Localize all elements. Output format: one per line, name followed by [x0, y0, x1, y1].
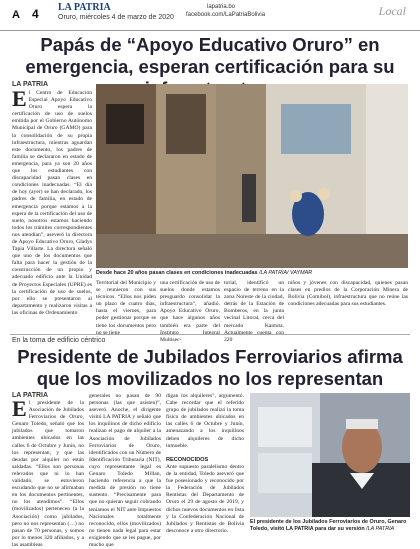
- issue-date: Oruro, miércoles 4 de marzo de 2020: [58, 14, 174, 21]
- article-separator: [10, 334, 410, 335]
- facebook-link[interactable]: facebook.com/LaPatriaBolivia: [186, 12, 266, 18]
- article2-dropcap: E: [12, 396, 27, 421]
- article1-dropcap: E: [12, 86, 27, 111]
- article2-column-1: El presidente de la Asociación de Jubilados Ferroviarios de Oruro, Genaro Toledo, señaló que los jubilados que tomaron ambientes ubicados en las calles 6 de Octubre y Junín, no los representan, y que las deudas por alquiler no están saldadas. “Ellos son personas relevados que ni lo han validado, se estuvieron escudando que no se afirmaban en los documentos pertinentes, no los atendimos”. “Ellos (movilizados) pertenecen (a la Asociación) como jubilados, pero no nos representan (…) no pasan de 70 personas, y somos por lo menos 320 afiliados, y a las asambleas: [12, 396, 84, 548]
- article2-byline: LA PATRIA: [12, 392, 49, 399]
- newspaper-brand: LA PATRIA: [58, 2, 111, 13]
- section-label: Local: [378, 4, 406, 18]
- article1-photo-caption: Desde hace 20 años pasan clases en condiciones inadecuadas /LA PATRIA/ VAYMAR: [96, 270, 313, 276]
- portrait-photo: [250, 393, 410, 517]
- article1-column-3: una certificación de uso de suelos donde estamos presguardo consolidar la infraestructura”, añadió. Apoyo Educativo Oruro, que hace algunos años también era parte del Instituto Integral Multisec-: [160, 280, 220, 343]
- article2-kicker: En la toma de edificio céntrico: [12, 337, 106, 344]
- article1-column-1: El Centro de Educación Especial Apoyo Educativo Oruro espera la certificación de uso de suelos emitida por el Gobierno Autónomo Municipal de Oruro (GAMO) para la consolidación de su propia infraestructura, mientras aguardan este documento, los padres de familia se declararon en estado de emergencia, para ya son 20 años que los estudiantes con discapacidad pasan clases en condiciones inadecuadas. “El día de hoy (ayer) se han declarado, los padres de familia, en estado de emergencia porque estamos a la espera de la certificación del uso de suelo, nosotros estamos haciendo todos los trámites correspondientes nos atendían”, aseveró la directora de Apoyo Educativo Oruro, Gladys Tapia Villarte. La directora señaló que uno de los documentos que falta para hacer la gestión de la construcción de un propio y adecuado edificio ante la Unidad de Proyectos Especiales (UPRE) es la certificación de uso de suelos, por ello se presentaron al departamento y realizaron visitas a las oficinas de Ordenamiento: [12, 86, 92, 316]
- article1-photo: [96, 84, 408, 268]
- page-side: A: [12, 9, 20, 21]
- article2-subhead: RECONOCIDOS: [166, 456, 209, 463]
- article2-headline: Presidente de Jubilados Ferroviarios afirma que los movilizados no los representan: [17, 346, 403, 389]
- social-links: [186, 3, 266, 19]
- article2-column-2: generales no pasan de 90 personas (las que asisten)”, aseveró. Anoche, el dirigente visitó LA PATRIA y señaló que los inquilinos de dicho edificio realizan el pago de alquiler a la Asociación de Jubilados Ferroviarios de Oruro, identificados con un Número de Identificación Tributaria (NIT), cuyo representante legal es Genaro Toledo Millan, haciendo referencia a que la medida de presión no tiene sustento. “Precisamente para que no quieran seguir cobrando teníamos el NIT ante Impuestos Nacionales totalmente reconocido, ellos (movilizados) no tienen nada legal para estar exigiendo que se les pague, por mucho que: [89, 393, 161, 548]
- article1-headline: Papás de “Apoyo Educativo Oruro” en emergencia, esperan certificación para su: [25, 34, 395, 77]
- article2-photo: [250, 393, 410, 517]
- article2-photo-caption: El presidente de los Jubilados Ferroviarios de Oruro, Genaro Toledo, visitó LA PATRIA para dar su versión /LA PATRIA: [250, 519, 407, 532]
- article1-column-2: Territorial del Municipio y se reunieron con sus técnicos. “Ellos nos piden un plazo de cuatro días, hasta el viernes, para poder gestionar porque se tiene los documentos pero no se tiene: [96, 280, 156, 336]
- page-number: 4: [32, 7, 39, 21]
- article1-byline: LA PATRIA: [12, 81, 49, 88]
- article1-column-4: torial, identificó un espacio de terreno en la zona Noreste de la ciudad, detrás de la Estación de Bomberos, en la junta vecinal Litoral, cerca del mercado Kantuta. Actualmente cuenta con 220: [224, 280, 284, 343]
- school-building-photo: [96, 84, 408, 268]
- article2-column-3: digan los alquileres”, argumentó. Cabe recordar que el referido grupo de jubilados realizó la toma física de ambientes ubicados en las calles 6 de Octubre y Junín, amenazando a los inquilinos deben alquileres de dicho inmueble. RECONOCIDOS Ante supuesto paralelismo dentro de la entidad, Toledo aseveró que fue posesionado y reconocido por la Federación de Jubilados Rentistas del Departamento de Oruro el 29 de agosto de 2019, y dichos nuevos documentos en lista y la Confederación Nacional de Jubilados y Rentistas de Bolivia desconoce a otro directorio.: [166, 393, 244, 534]
- page-header: [0, 0, 420, 31]
- article1-column-5: niños y jóvenes con discapacidad, quienes pasan clases en predios de la Corporación Minera de Bolivia (Comibol), infraestructura que no reúne las condiciones adecuadas para sus estudiantes.: [288, 280, 408, 308]
- website-link[interactable]: lapatria.bo: [206, 4, 236, 10]
